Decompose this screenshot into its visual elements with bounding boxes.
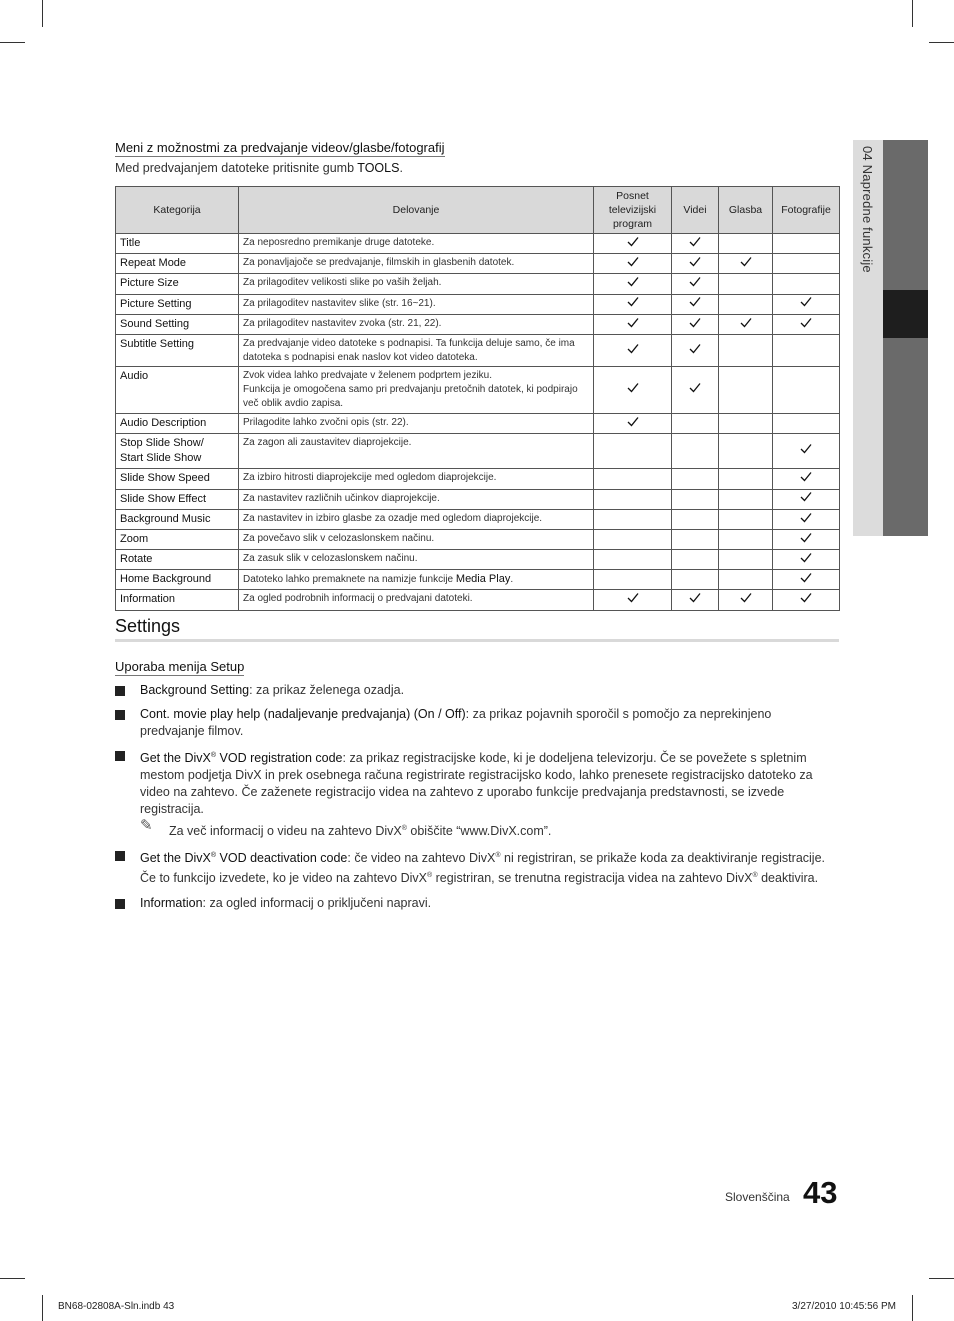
row-check-cell [672, 550, 719, 570]
item-key: Cont. movie play help (nadaljevanje predvajanja) (On / Off) [140, 707, 466, 721]
row-description-text: Datoteko lahko premaknete na namizje funkcije [243, 574, 454, 586]
checkmark-icon [689, 276, 701, 287]
item-text: : za prikaz pojavnih sporočil s pomočjo za neprekinjeno predvajanje filmov. [140, 707, 772, 738]
table-row [116, 570, 840, 590]
chapter-tab-label: 04 Napredne funkcije [860, 146, 875, 273]
item-key-part: VOD registration code [216, 751, 343, 766]
row-category: Information [116, 590, 239, 610]
table-header-row [116, 187, 840, 234]
table-row [116, 294, 840, 314]
row-description: Za zasuk slik v celozaslonskem načinu. [239, 550, 594, 570]
row-description: Za neposredno premikanje druge datoteke. [239, 234, 594, 254]
item-text: registriran, se trenutna registracija videa na zahtevo DivX [432, 871, 753, 886]
row-check-cell [773, 529, 840, 549]
checkmark-icon [740, 256, 752, 267]
crop-mark [42, 1295, 43, 1321]
chapter-tab-dark [883, 140, 928, 536]
checkmark-icon [627, 276, 639, 287]
settings-list [115, 682, 839, 912]
list-item [115, 747, 839, 818]
item-key-part: VOD deactivation code [216, 851, 348, 866]
row-check-cell [719, 570, 773, 590]
row-category: Background Music [116, 509, 239, 529]
checkmark-icon [800, 532, 812, 543]
row-check-cell [672, 334, 719, 367]
registered-mark: ® [752, 872, 758, 880]
row-description: Za ogled podrobnih informacij o predvajani datoteki. [239, 590, 594, 610]
checkmark-icon [800, 317, 812, 328]
item-key-part: Get the DivX [140, 751, 211, 766]
row-category: Sound Setting [116, 314, 239, 334]
checkmark-icon [740, 592, 752, 603]
checkmark-icon [800, 572, 812, 583]
row-category: Title [116, 234, 239, 254]
row-category: Repeat Mode [116, 254, 239, 274]
row-check-cell [719, 489, 773, 509]
row-check-cell [594, 314, 672, 334]
row-category: Slide Show Effect [116, 489, 239, 509]
row-description: Za prilagoditev velikosti slike po vaših željah. [239, 274, 594, 294]
row-check-cell [773, 367, 840, 413]
row-check-cell [594, 367, 672, 413]
table-row [116, 469, 840, 489]
row-check-cell [672, 489, 719, 509]
table-row [116, 314, 840, 334]
crop-mark [912, 0, 913, 27]
row-description: Zvok videa lahko predvajate v želenem podprtem jeziku. Funkcija je omogočena samo pri predvajanju pretočnih datotek, ki podpirajo več oblik avdio zapisa. [239, 367, 594, 413]
crop-mark [0, 1278, 25, 1279]
page-number: 43 [803, 1175, 838, 1210]
table-body [116, 234, 840, 611]
header-photos: Fotografije [773, 187, 840, 234]
table-row [116, 489, 840, 509]
registered-mark: ® [495, 852, 501, 860]
row-check-cell [773, 413, 840, 433]
table-row [116, 334, 840, 367]
checkmark-icon [800, 471, 812, 482]
checkmark-icon [689, 296, 701, 307]
item-key [140, 851, 347, 865]
checkmark-icon [689, 256, 701, 267]
checkmark-icon [627, 416, 639, 427]
options-table [115, 186, 840, 611]
row-check-cell [672, 529, 719, 549]
row-check-cell [773, 489, 840, 509]
registered-mark: ® [210, 752, 217, 759]
note-pencil-icon: ✎ [140, 817, 153, 835]
row-check-cell [672, 413, 719, 433]
settings-title: Settings [115, 616, 839, 642]
bullet-square-icon [115, 710, 125, 720]
row-check-cell [672, 234, 719, 254]
item-text: deaktivira. [757, 871, 819, 886]
settings-subtitle: Uporaba menija Setup [115, 659, 245, 674]
row-check-cell [672, 367, 719, 413]
row-check-cell [594, 234, 672, 254]
table-row [116, 367, 840, 413]
row-category: Stop Slide Show/ Start Slide Show [116, 434, 239, 469]
row-check-cell [672, 509, 719, 529]
bullet-square-icon [115, 899, 125, 909]
bullet-square-icon [115, 751, 125, 761]
checkmark-icon [627, 236, 639, 247]
options-lead [115, 161, 403, 175]
row-category: Audio Description [116, 413, 239, 433]
crop-mark [929, 42, 954, 43]
crop-mark [42, 0, 43, 27]
print-slug-file: BN68-02808A-Sln.indb 43 [58, 1301, 175, 1312]
item-text: : če video na zahtevo DivX [347, 851, 496, 866]
row-description: Za zagon ali zaustavitev diaprojekcije. [239, 434, 594, 469]
table-row [116, 413, 840, 433]
item-text: : za prikaz registracijske kode, ki je dodeljena televizorju. Če se povežete s spletnim mestom podjetja DivX in prek osebnega računa registrirate registracijsko kodo, lahko prenesete registracijsko datoteko za video na zahtevo. Če zaženete registracijo videa na zahtevo z uporabo funkcije predvajanja predstavnosti, se izvede registracija. [140, 751, 813, 817]
row-check-cell [594, 529, 672, 549]
row-check-cell [594, 509, 672, 529]
checkmark-icon [689, 317, 701, 328]
bullet-square-icon [115, 686, 125, 696]
row-check-cell [719, 294, 773, 314]
crop-mark [0, 42, 25, 43]
row-check-cell [672, 274, 719, 294]
checkmark-icon [689, 592, 701, 603]
options-lead-suffix: . [399, 161, 403, 175]
checkmark-icon [689, 343, 701, 354]
row-check-cell [719, 314, 773, 334]
row-check-cell [594, 570, 672, 590]
row-check-cell [719, 254, 773, 274]
registered-mark: ® [401, 825, 407, 833]
row-description-end: . [510, 574, 514, 586]
header-videos: Videi [672, 187, 719, 234]
crop-mark [912, 1295, 913, 1321]
checkmark-icon [689, 236, 701, 247]
row-check-cell [773, 334, 840, 367]
row-check-cell [773, 469, 840, 489]
row-check-cell [672, 469, 719, 489]
row-check-cell [773, 294, 840, 314]
checkmark-icon [740, 317, 752, 328]
table-row [116, 234, 840, 254]
row-check-cell [719, 413, 773, 433]
row-check-cell [719, 274, 773, 294]
row-category: Picture Setting [116, 294, 239, 314]
item-key: Background Setting [140, 683, 250, 697]
item-key [140, 751, 343, 765]
table-row [116, 434, 840, 469]
row-description: Za nastavitev in izbiro glasbe za ozadje med ogledom diaprojekcije. [239, 509, 594, 529]
row-check-cell [719, 334, 773, 367]
print-slug-date: 3/27/2010 10:45:56 PM [792, 1301, 896, 1312]
row-category: Audio [116, 367, 239, 413]
item-text: : za prikaz želenega ozadja. [249, 683, 405, 697]
item-key: Information [140, 895, 203, 910]
header-function: Delovanje [239, 187, 594, 234]
crop-mark [929, 1278, 954, 1279]
row-check-cell [594, 434, 672, 469]
row-check-cell [773, 590, 840, 610]
checkmark-icon [800, 296, 812, 307]
row-check-cell [719, 529, 773, 549]
registered-mark: ® [210, 852, 217, 860]
row-category: Picture Size [116, 274, 239, 294]
row-description: Za povečavo slik v celozaslonskem načinu. [239, 529, 594, 549]
row-check-cell [672, 294, 719, 314]
header-music: Glasba [719, 187, 773, 234]
table-row [116, 529, 840, 549]
row-description: Za ponavljajoče se predvajanje, filmskih in glasbenih datotek. [239, 254, 594, 274]
row-description-key: Media Play [455, 573, 511, 586]
checkmark-icon [800, 552, 812, 563]
table-row [116, 274, 840, 294]
row-check-cell [672, 254, 719, 274]
row-check-cell [719, 469, 773, 489]
row-check-cell [719, 434, 773, 469]
row-check-cell [594, 550, 672, 570]
row-check-cell [719, 590, 773, 610]
list-item [115, 682, 839, 699]
row-check-cell [719, 550, 773, 570]
row-description: Za prilagoditev nastavitev zvoka (str. 21, 22). [239, 314, 594, 334]
row-check-cell [594, 489, 672, 509]
checkmark-icon [800, 592, 812, 603]
row-check-cell [773, 550, 840, 570]
table-row [116, 550, 840, 570]
item-text: ni registriran, se prikaže koda za deaktiviranje registracije. Če to funkcijo izvedete, ko je video na zahtevo DivX [140, 851, 825, 886]
options-lead-prefix: Med predvajanjem datoteke pritisnite gumb [115, 161, 355, 175]
row-check-cell [594, 334, 672, 367]
row-check-cell [773, 509, 840, 529]
note-text: obiščite “www.DivX.com”. [406, 824, 552, 839]
options-section-title: Meni z možnostmi za predvajanje videov/glasbe/fotografij [115, 140, 445, 155]
row-check-cell [672, 314, 719, 334]
row-check-cell [773, 234, 840, 254]
row-description: Za izbiro hitrosti diaprojekcije med ogledom diaprojekcije. [239, 469, 594, 489]
row-check-cell [719, 509, 773, 529]
row-description [239, 570, 594, 590]
row-category: Rotate [116, 550, 239, 570]
row-check-cell [719, 234, 773, 254]
row-check-cell [594, 469, 672, 489]
row-category: Slide Show Speed [116, 469, 239, 489]
row-check-cell [773, 314, 840, 334]
checkmark-icon [689, 382, 701, 393]
checkmark-icon [800, 443, 812, 454]
note [115, 817, 839, 840]
checkmark-icon [627, 382, 639, 393]
row-check-cell [672, 434, 719, 469]
row-check-cell [672, 590, 719, 610]
chapter-tab-marker [883, 290, 928, 338]
row-description: Za nastavitev različnih učinkov diaprojekcije. [239, 489, 594, 509]
checkmark-icon [627, 317, 639, 328]
checkmark-icon [800, 512, 812, 523]
checkmark-icon [627, 592, 639, 603]
row-category: Home Background [116, 570, 239, 590]
checkmark-icon [627, 256, 639, 267]
list-item [115, 847, 839, 887]
row-check-cell [594, 590, 672, 610]
table-row [116, 254, 840, 274]
options-lead-key: TOOLS [357, 161, 400, 175]
row-check-cell [773, 434, 840, 469]
checkmark-icon [627, 343, 639, 354]
row-check-cell [773, 274, 840, 294]
table-row [116, 590, 840, 610]
footer-language: Slovenščina [725, 1190, 790, 1204]
row-description: Prilagodite lahko zvočni opis (str. 22). [239, 413, 594, 433]
row-check-cell [594, 413, 672, 433]
row-check-cell [719, 367, 773, 413]
checkmark-icon [627, 296, 639, 307]
row-category: Zoom [116, 529, 239, 549]
row-check-cell [773, 570, 840, 590]
row-description: Za predvajanje video datoteke s podnapisi. Ta funkcija deluje samo, če ima datoteka s podnapisi enak naslov kot video datoteka. [239, 334, 594, 367]
row-check-cell [773, 254, 840, 274]
item-key-part: Get the DivX [140, 851, 211, 866]
header-category: Kategorija [116, 187, 239, 234]
header-recorded-tv: Posnet televizijski program [594, 187, 672, 234]
row-check-cell [672, 570, 719, 590]
note-text: Za več informacij o videu na zahtevo DivX [169, 824, 402, 839]
list-item [115, 706, 839, 740]
bullet-square-icon [115, 851, 125, 861]
row-check-cell [594, 294, 672, 314]
table-row [116, 509, 840, 529]
row-check-cell [594, 254, 672, 274]
row-category: Subtitle Setting [116, 334, 239, 367]
list-item [115, 895, 839, 912]
row-check-cell [594, 274, 672, 294]
item-text: : za ogled informacij o priključeni napravi. [202, 895, 432, 910]
checkmark-icon [800, 491, 812, 502]
row-description: Za prilagoditev nastavitev slike (str. 16~21). [239, 294, 594, 314]
registered-mark: ® [426, 872, 433, 880]
